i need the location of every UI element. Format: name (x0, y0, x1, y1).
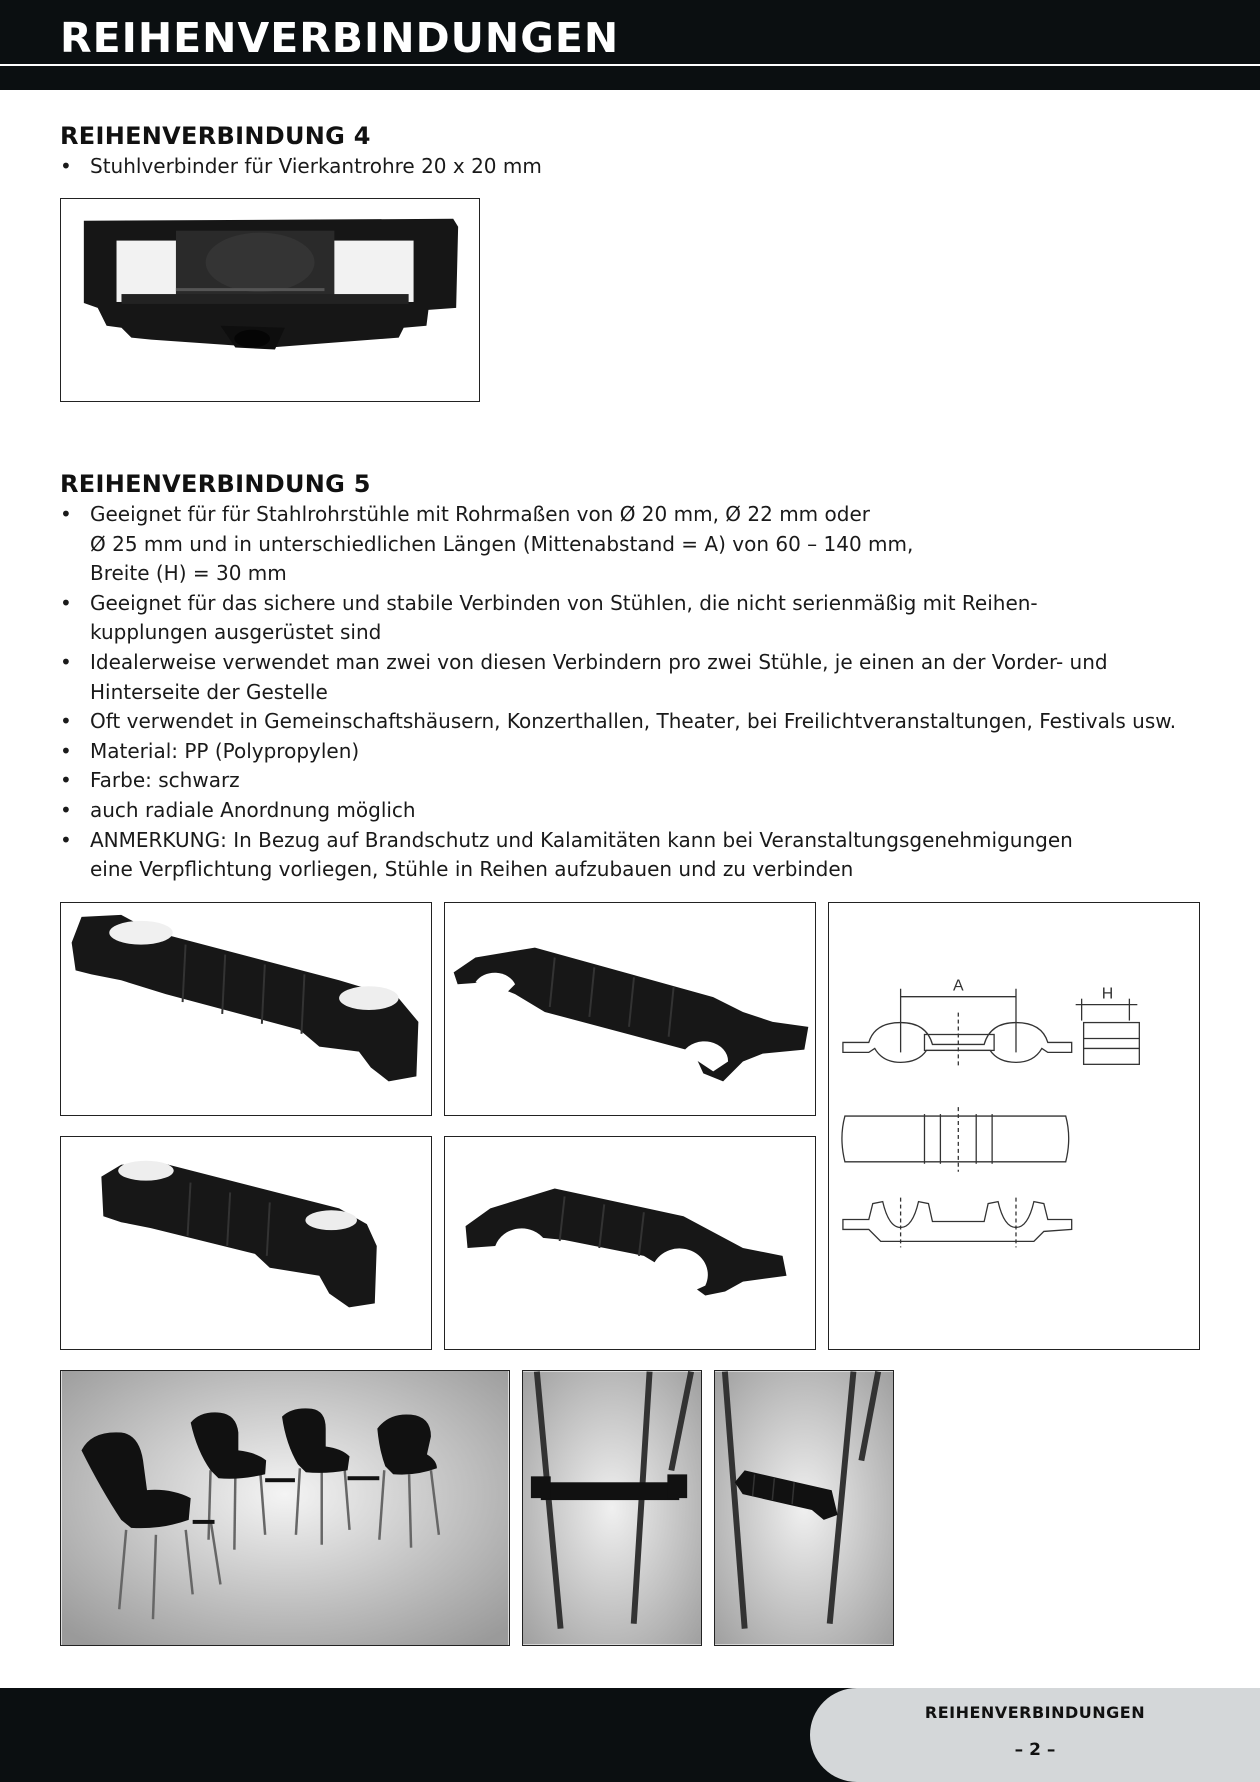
photo-leg-detail-1 (522, 1370, 702, 1646)
photo-connector-5-angle-2 (444, 902, 816, 1116)
footer-section-label: REIHENVERBINDUNGEN (924, 1703, 1146, 1722)
connector-5-illustration (61, 903, 431, 1115)
list-item: • Idealerweise verwendet man zwei von diesen Verbindern pro zwei Stühle, je einen an der Vorder- und Hinterseite der Gestelle (60, 648, 1210, 707)
photo-connector-5-angle-1 (60, 902, 432, 1116)
list-item: • auch radiale Anordnung möglich (60, 796, 1210, 826)
list-item: • ANMERKUNG: In Bezug auf Brandschutz und Kalamitäten kann bei Veranstaltungsgenehmigungen eine Verpflichtung vorliegen, Stühle in Reihen aufzubauen und zu verbinden (60, 826, 1210, 885)
section-title-4: REIHENVERBINDUNG 4 (60, 122, 371, 150)
connector-4-illustration (61, 199, 479, 401)
list-item: • Geeignet für für Stahlrohrstühle mit Rohrmaßen von Ø 20 mm, Ø 22 mm oder Ø 25 mm und in unterschiedlichen Längen (Mittenabstand = A) von 60 – 140 mm, Breite (H) = 30 mm (60, 500, 1210, 589)
dimension-label-a: A (952, 977, 964, 995)
header-divider (0, 64, 1260, 66)
page-number: – 2 – (1014, 1740, 1056, 1760)
photo-connector-5-angle-4 (444, 1136, 816, 1350)
list-item: • Material: PP (Polypropylen) (60, 737, 1210, 767)
photo-chairs-in-row (60, 1370, 510, 1646)
section-title-5: REIHENVERBINDUNG 5 (60, 470, 371, 498)
photo-connector-5-angle-3 (60, 1136, 432, 1350)
dimension-label-h: H (1101, 985, 1114, 1003)
technical-drawing (828, 902, 1200, 1350)
list-item: • Farbe: schwarz (60, 766, 1210, 796)
photo-connector-4 (60, 198, 480, 402)
photo-leg-detail-2 (714, 1370, 894, 1646)
list-item: • Oft verwendet in Gemeinschaftshäusern, Konzerthallen, Theater, bei Freilichtveranstaltungen, Festivals usw. (60, 707, 1210, 737)
bullet-list-4 (60, 152, 1210, 182)
list-item: • Geeignet für das sichere und stabile Verbinden von Stühlen, die nicht serienmäßig mit Reihen- kupplungen ausgerüstet sind (60, 589, 1210, 648)
list-item: • Stuhlverbinder für Vierkantrohre 20 x 20 mm (60, 152, 1210, 182)
bullet-list-5 (60, 500, 1210, 885)
page-title: REIHENVERBINDUNGEN (60, 14, 620, 62)
